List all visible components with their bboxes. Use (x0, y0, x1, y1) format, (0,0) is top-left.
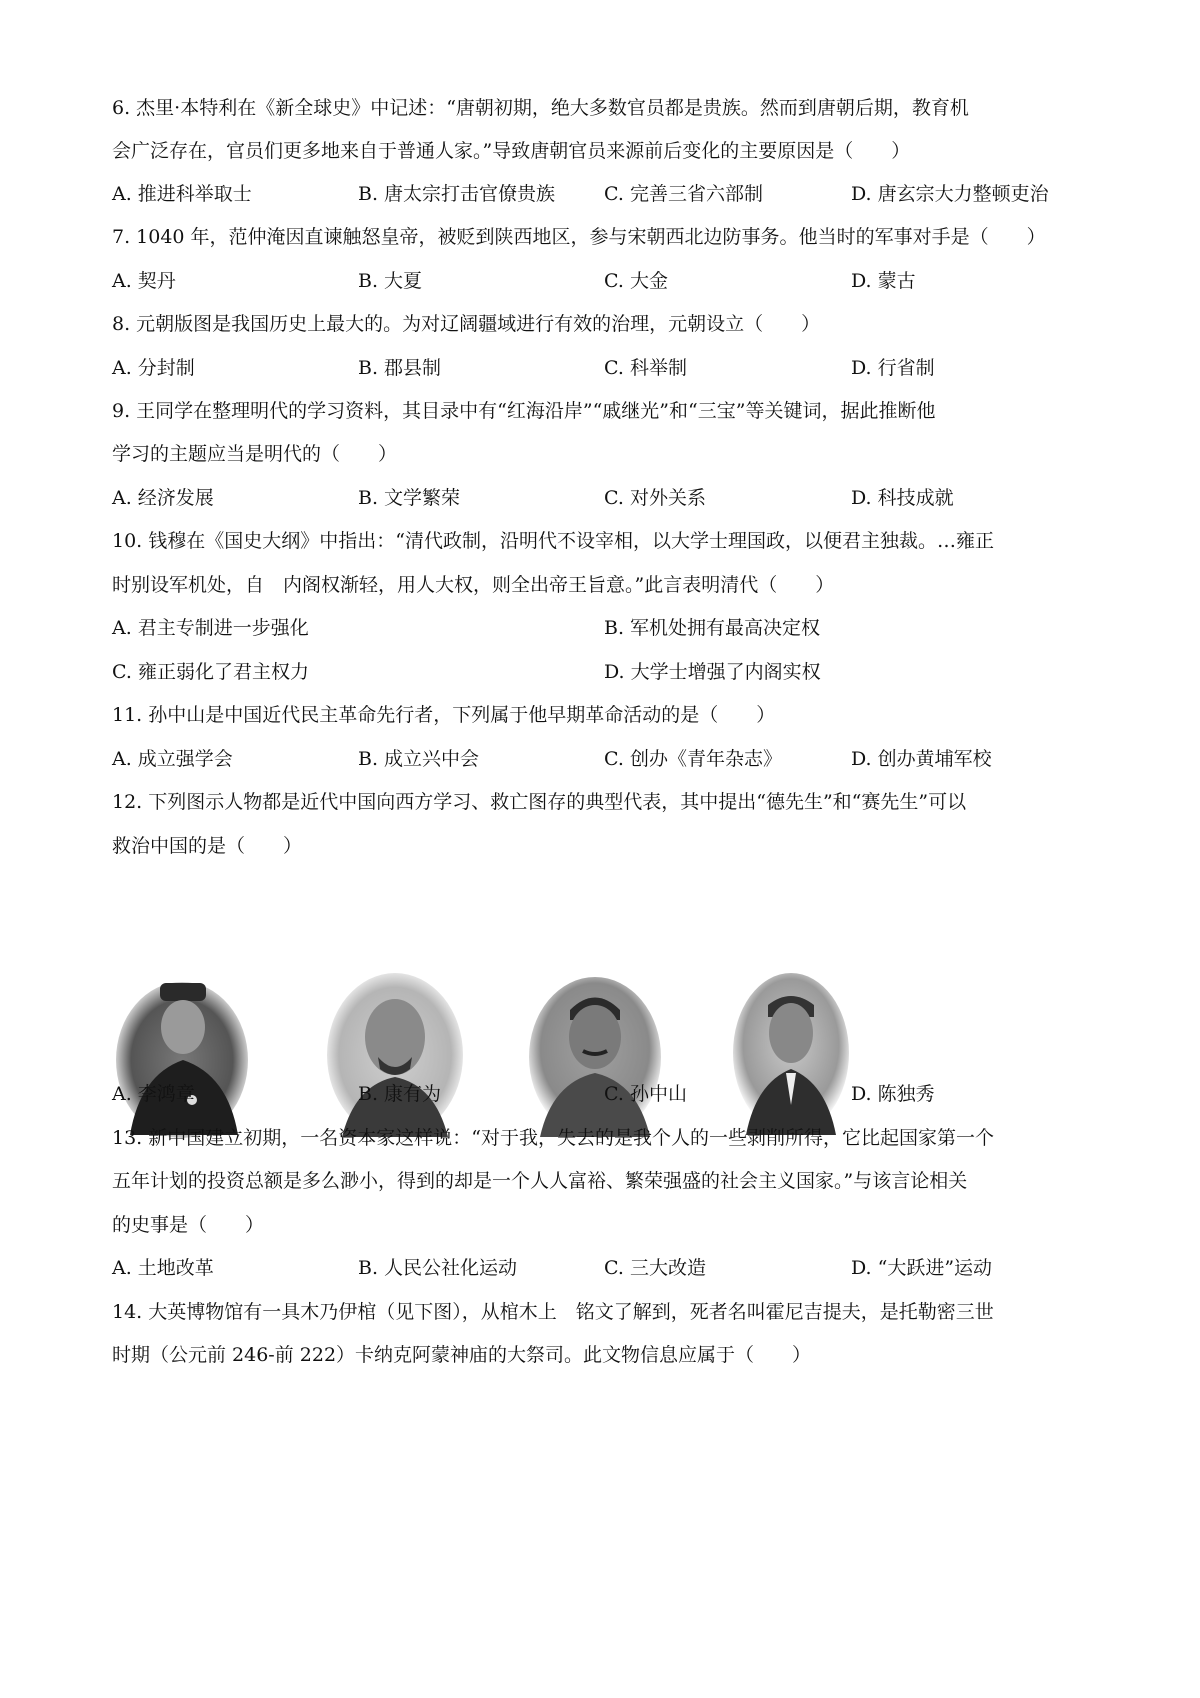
question-13-option-b: B. 人民公社化运动 (358, 1257, 518, 1279)
question-13-option-c: C. 三大改造 (604, 1257, 706, 1279)
question-11-option-a: A. 成立强学会 (112, 748, 233, 770)
question-8-option-d: D. 行省制 (851, 357, 935, 379)
question-11-stem-line-1: 11. 孙中山是中国近代民主革命先行者，下列属于他早期革命活动的是（ ） (112, 704, 776, 726)
question-6-option-b: B. 唐太宗打击官僚贵族 (358, 183, 556, 205)
question-7-option-c: C. 大金 (604, 270, 668, 292)
question-11-option-c: C. 创办《青年杂志》 (604, 748, 782, 770)
question-7-stem-line-1: 7. 1040 年，范仲淹因直谏触怒皇帝，被贬到陕西地区，参与宋朝西北边防事务。他当时的军事对手是（ ） (112, 226, 1046, 248)
question-14-stem-line-1: 14. 大英博物馆有一具木乃伊棺（见下图），从棺木上 铭文了解到，死者名叫霍尼吉提夫，是托勒密三世 (112, 1301, 994, 1323)
question-13-stem-line-3: 的史事是（ ） (112, 1214, 265, 1236)
question-7-option-a: A. 契丹 (112, 270, 176, 292)
question-6-option-a: A. 推进科举取士 (112, 183, 252, 205)
question-13-option-d: D. “大跃进”运动 (851, 1257, 993, 1279)
question-11-option-b: B. 成立兴中会 (358, 748, 480, 770)
portrait-kang-youwei (320, 965, 470, 1140)
question-12-stem-line-2: 救治中国的是（ ） (112, 835, 303, 857)
question-8-option-c: C. 科举制 (604, 357, 687, 379)
question-6-stem-line-1: 6. 杰里·本特利在《新全球史》中记述：“唐朝初期，绝大多数官员都是贵族。然而到唐朝后期，教育机 (112, 97, 969, 119)
question-12-option-b: B. 康有为 (358, 1083, 442, 1105)
question-12-option-c: C. 孙中山 (604, 1083, 687, 1105)
question-8-option-b: B. 郡县制 (358, 357, 442, 379)
question-9-stem-line-1: 9. 王同学在整理明代的学习资料，其目录中有“红海沿岸”“戚继光”和“三宝”等关键词，据此推断他 (112, 400, 936, 422)
question-8-option-a: A. 分封制 (112, 357, 195, 379)
question-12-option-a: A. 李鸿章 (112, 1083, 195, 1105)
question-9-option-b: B. 文学繁荣 (358, 487, 461, 509)
question-7-option-d: D. 蒙古 (851, 270, 916, 292)
portrait-sun-yatsen (520, 965, 670, 1140)
question-10-option-c: C. 雍正弱化了君主权力 (112, 661, 309, 683)
question-10-option-d: D. 大学士增强了内阁实权 (604, 661, 821, 683)
question-12-stem-line-1: 12. 下列图示人物都是近代中国向西方学习、救亡图存的典型代表，其中提出“德先生”和“赛先生”可以 (112, 791, 967, 813)
question-12-option-d: D. 陈独秀 (851, 1083, 935, 1105)
question-13-stem-line-2: 五年计划的投资总额是多么渺小，得到的却是一个人人富裕、繁荣强盛的社会主义国家。”与该言论相关 (112, 1170, 968, 1192)
question-9-stem-line-2: 学习的主题应当是明代的（ ） (112, 443, 398, 465)
question-13-stem-line-1: 13. 新中国建立初期，一名资本家这样说：“对于我，失去的是我个人的一些剥削所得，它比起国家第一个 (112, 1127, 994, 1149)
question-9-option-a: A. 经济发展 (112, 487, 214, 509)
question-13-option-a: A. 土地改革 (112, 1257, 214, 1279)
question-10-option-a: A. 君主专制进一步强化 (112, 617, 309, 639)
question-6-option-d: D. 唐玄宗大力整顿吏治 (851, 183, 1049, 205)
question-10-option-b: B. 军机处拥有最高决定权 (604, 617, 821, 639)
question-11-option-d: D. 创办黄埔军校 (851, 748, 992, 770)
question-9-option-c: C. 对外关系 (604, 487, 706, 509)
portrait-chen-duxiu (716, 965, 866, 1140)
question-10-stem-line-2: 时别设军机处，自 内阁权渐轻，用人大权，则全出帝王旨意。”此言表明清代（ ） (112, 574, 835, 596)
question-10-stem-line-1: 10. 钱穆在《国史大纲》中指出：“清代政制，沿明代不设宰相，以大学士理国政，以便君主独裁。…雍正 (112, 530, 994, 552)
question-6-option-c: C. 完善三省六部制 (604, 183, 763, 205)
question-7-option-b: B. 大夏 (358, 270, 423, 292)
portrait-li-hongzhang (110, 965, 260, 1140)
question-9-option-d: D. 科技成就 (851, 487, 954, 509)
question-14-stem-line-2: 时期（公元前 246-前 222）卡纳克阿蒙神庙的大祭司。此文物信息应属于（ ） (112, 1344, 812, 1366)
question-6-stem-line-2: 会广泛存在，官员们更多地来自于普通人家。”导致唐朝官员来源前后变化的主要原因是（ ） (112, 140, 911, 162)
question-8-stem-line-1: 8. 元朝版图是我国历史上最大的。为对辽阔疆域进行有效的治理，元朝设立（ ） (112, 313, 821, 335)
